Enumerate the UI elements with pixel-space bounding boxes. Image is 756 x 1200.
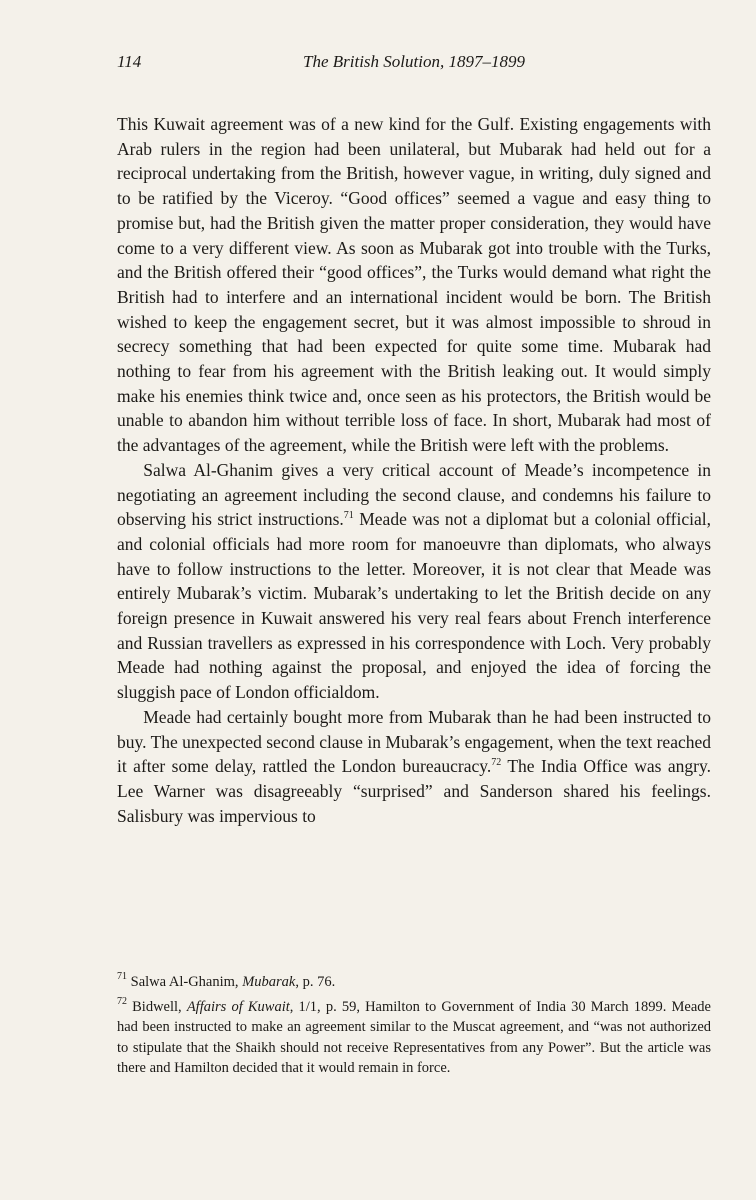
body-text xyxy=(117,112,711,828)
paragraph-3-text-before-note: Meade had certainly bought more from Mubarak than he had been instructed to buy. The unexpected second clause in Mubarak’s engagement, when the text reached it after some delay, rattled the London bureaucracy. xyxy=(117,706,711,777)
paragraph-2-text-before-note: Salwa Al-Ghanim gives a very critical account of Meade’s incompetence in negotiating an agreement including the second clause, and condemns his failure to observing his strict instructions. xyxy=(117,459,711,530)
paragraph-2-text-after-note: Meade was not a diplomat but a colonial official, and colonial officials had more room for manoeuvre than diplomats, who always have to follow instructions to the letter. Moreover, it is not clear that Meade was entirely Mubarak’s victim. Mubarak’s undertaking to let the British decide on any foreign presence in Kuwait answered his very real fears about French interference and Russian travellers as expressed in his correspondence with Loch. Very probably Meade had nothing against the proposal, and enjoyed the idea of forcing the sluggish pace of London officialdom. xyxy=(117,509,711,703)
footnote-author: Salwa Al-Ghanim, xyxy=(130,974,243,990)
paragraph-1-text: This Kuwait agreement was of a new kind for the Gulf. Existing engagements with Arab rulers in the region had been unilateral, but Mubarak had held out for a reciprocal undertaking from the British, however vague, in writing, duly signed and to be ratified by the Viceroy. “Good offices” seemed a vague and easy thing to promise but, had the British given the matter proper consideration, they would have come to a very different view. As soon as Mubarak got into trouble with the Turks, and the British offered their “good offices”, the Turks would demand what right the British had to interfere and an international incident would be born. The British wished to keep the engagement secret, but it was almost impossible to shroud in secrecy something that had been expected for quite some time. Mubarak had nothing to fear from his agreement with the British leaking out. It would simply make his enemies think twice and, once seen as his protectors, the British would be unable to abandon him without terrible loss of face. In short, Mubarak had most of the advantages of the agreement, while the British were left with the problems. xyxy=(117,114,711,456)
running-title: The British Solution, 1897–1899 xyxy=(303,52,525,71)
note-ref-71: 71 xyxy=(343,510,354,522)
footnotes xyxy=(117,972,711,1083)
paragraph-2 xyxy=(117,458,711,705)
running-header xyxy=(117,52,711,76)
footnote-number: 72 xyxy=(117,995,127,1007)
page-number: 114 xyxy=(117,52,142,71)
footnote-72 xyxy=(117,997,711,1079)
footnote-rest: , 1/1, p. 59, Hamilton to Government of India 30 March 1899. Meade had been instructed to make an agreement similar to the Muscat agreement, and “was not authorized to stipulate that the Shaikh should not receive Representatives from any Power”. But the article was there and Hamilton decided that it would remain in force. xyxy=(117,998,711,1076)
footnote-71 xyxy=(117,972,711,993)
footnote-author: Bidwell, xyxy=(132,998,187,1015)
footnote-work: Affairs of Kuwait xyxy=(186,998,290,1015)
footnote-rest: , p. 76. xyxy=(295,974,336,990)
paragraph-3-text-after-note: The India Office was angry. Lee Warner was disagreeably “surprised” and Sanderson shared his feelings. Salisbury was impervious to xyxy=(117,756,711,826)
note-ref-72: 72 xyxy=(491,757,502,769)
paragraph-3 xyxy=(117,705,711,829)
paragraph-1 xyxy=(117,112,711,458)
footnote-number: 71 xyxy=(117,971,127,982)
footnote-work: Mubarak xyxy=(242,974,296,990)
